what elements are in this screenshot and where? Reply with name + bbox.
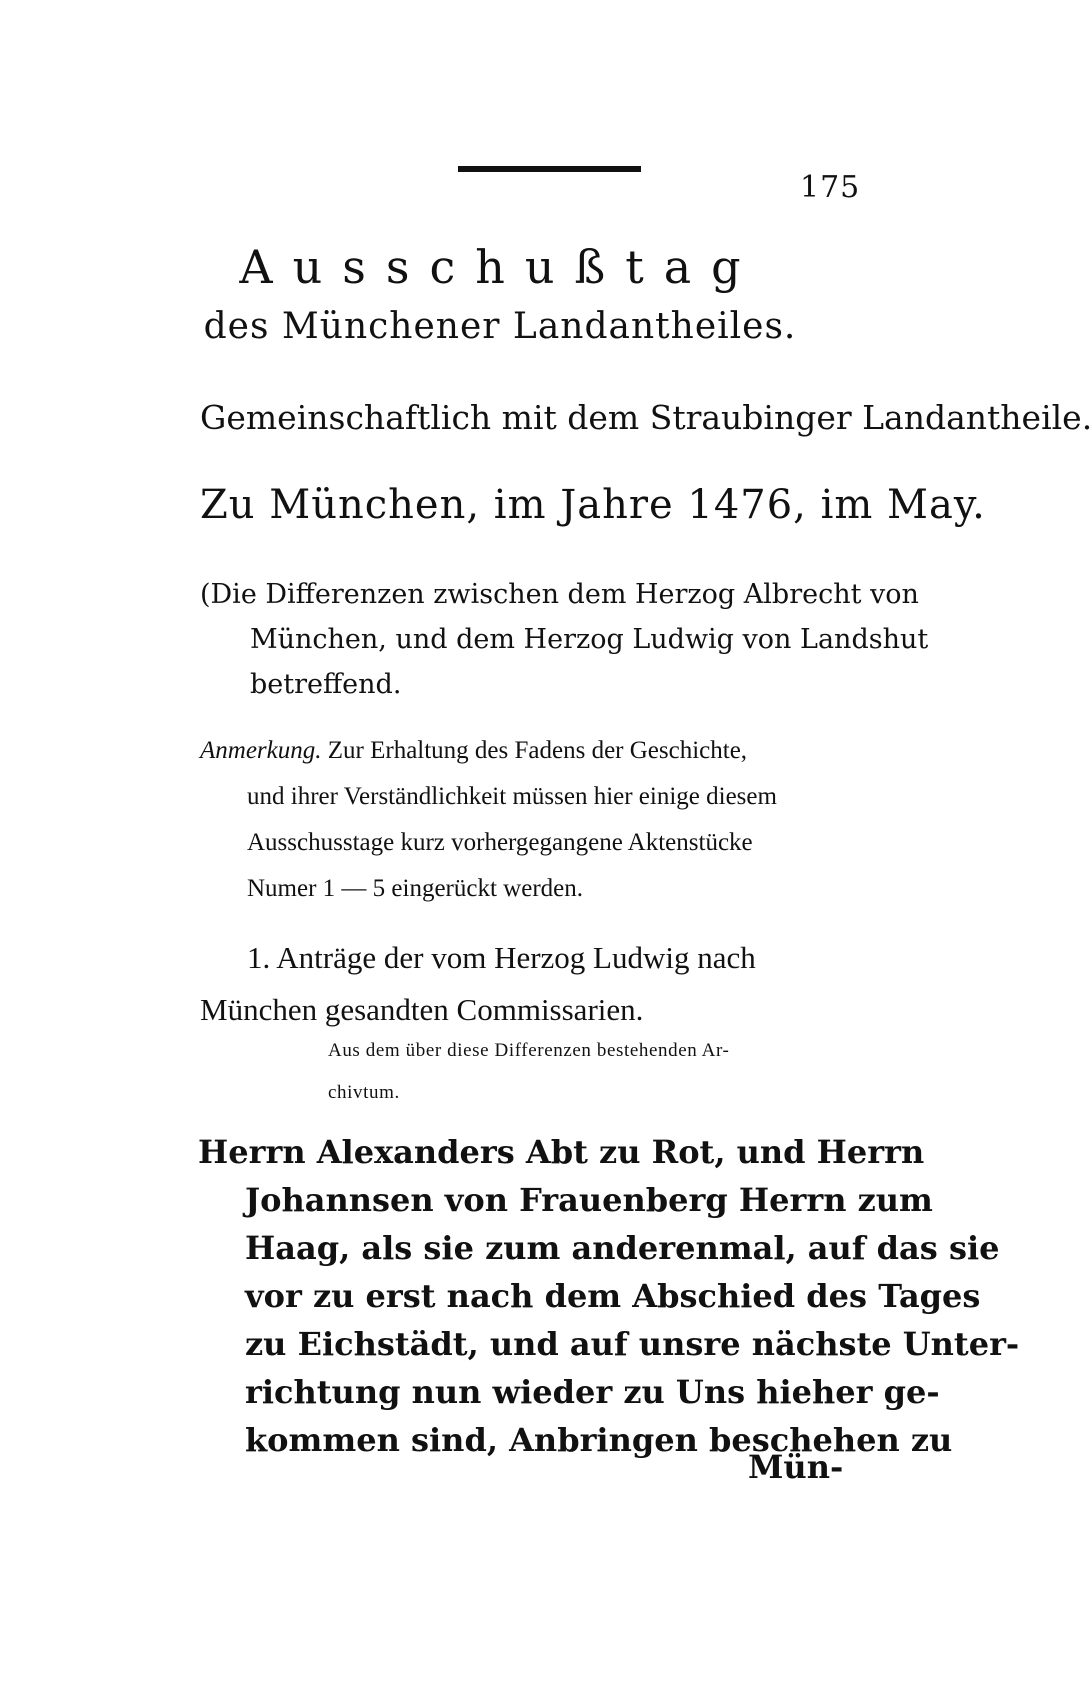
parenthetical-note [200,572,929,707]
source-line: Aus dem über diese Differenzen bestehenden Ar- [328,1040,730,1061]
section-heading [200,932,890,1036]
section-line: München gesandten Commissarien. [200,992,644,1027]
body-line: Haag, als sie zum anderenmal, auf das sie [245,1229,1000,1267]
annotation-line: Numer 1 — 5 eingerückt werden. [247,875,583,902]
annotation-block [200,728,890,912]
date-line: Zu München, im Jahre 1476, im May. [200,482,986,528]
annotation-label: Anmerkung. [200,737,322,764]
paren-line: (Die Differenzen zwischen dem Herzog Albrecht von [200,579,919,610]
body-line: kommen sind, Anbringen beschehen zu [245,1421,953,1459]
body-text [198,1128,1020,1464]
body-line: Johannsen von Frauenberg Herrn zum [245,1181,933,1219]
body-line: richtung nun wieder zu Uns hieher ge- [245,1373,940,1411]
header-rule [458,166,641,172]
paren-line: München, und dem Herzog Ludwig von Landshut [250,624,929,655]
body-line: Herrn Alexanders Abt zu Rot, und Herrn [198,1133,925,1171]
body-line: zu Eichstädt, und auf unsre nächste Unter- [245,1325,1020,1363]
body-line: vor zu erst nach dem Abschied des Tages [245,1277,981,1315]
annotation-line: Ausschusstage kurz vorhergegangene Aktenstücke [247,829,753,856]
source-line: chivtum. [328,1082,400,1103]
annotation-line [200,728,890,774]
common-line: Gemeinschaftlich mit dem Straubinger Landantheile. [200,398,1092,437]
catchword: Mün- [748,1448,844,1486]
section-line: 1. Anträge der vom Herzog Ludwig nach [247,940,756,975]
paren-line: betreffend. [250,669,402,700]
page-title: Ausschußtag [239,240,761,294]
annotation-line: und ihrer Verständlichkeit müssen hier einige diesem [247,783,777,810]
page-subtitle: des Münchener Landantheiles. [203,306,797,347]
page-number: 175 [800,170,861,205]
source-note [328,1030,893,1114]
annotation-text: Zur Erhaltung des Fadens der Geschichte, [327,737,748,764]
